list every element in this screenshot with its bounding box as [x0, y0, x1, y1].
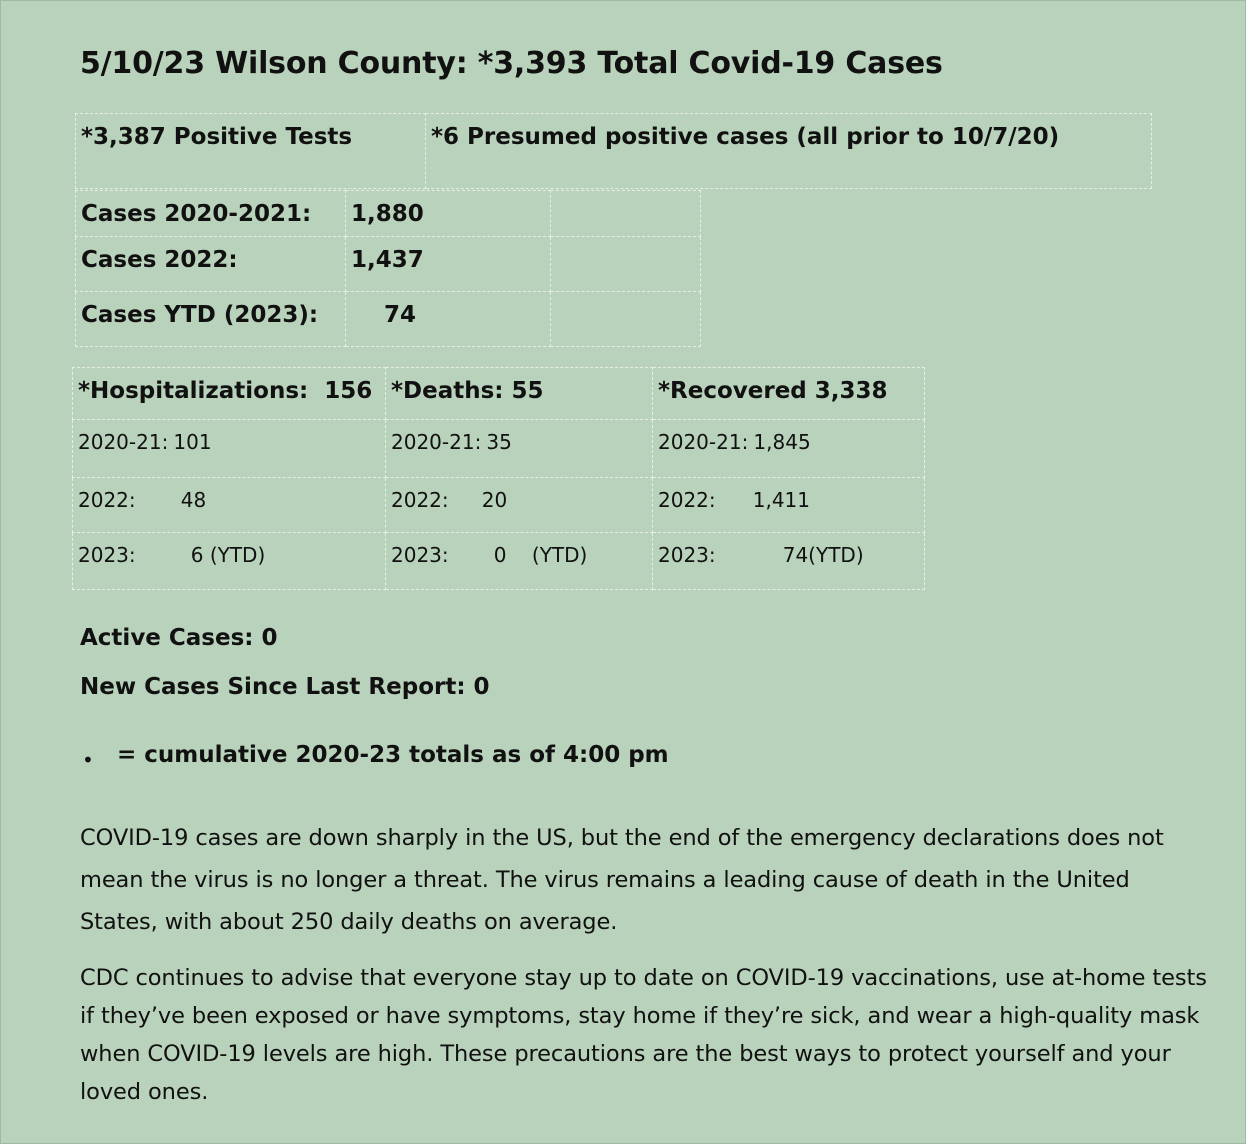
deaths-header: *Deaths: 55 [391, 378, 544, 404]
table-row [73, 420, 925, 478]
stats-table [72, 367, 925, 590]
table-header-row [73, 368, 925, 420]
year-label: 2020-21: [658, 430, 749, 454]
summary-table [75, 113, 1152, 189]
positive-tests-text: *3,387 Positive Tests [81, 124, 353, 150]
year-label: 2023: [658, 543, 716, 567]
empty-cell [551, 292, 701, 347]
bullet-note: = cumulative 2020-23 totals as of 4:00 pm [117, 742, 669, 768]
stat-value: 101 [173, 430, 212, 454]
year-label: 2022: [391, 488, 449, 512]
stat-value: 1,411 [752, 488, 810, 512]
active-cases: Active Cases: 0 [80, 625, 278, 651]
cases-value: 1,437 [351, 247, 424, 273]
table-row [76, 191, 701, 237]
table-row [76, 237, 701, 292]
stat-value: 20 [481, 488, 508, 512]
page-title: 5/10/23 Wilson County: *3,393 Total Covid-19 Cases [80, 46, 943, 81]
cases-value: 1,880 [351, 201, 424, 227]
stat-value: 0 (YTD) [493, 543, 588, 567]
presumed-text: *6 Presumed positive cases (all prior to 10/7/20) [431, 124, 1060, 150]
year-label: 2020-21: [78, 430, 169, 454]
year-label: 2022: [658, 488, 716, 512]
cases-label: Cases 2020-2021: [81, 201, 312, 227]
cases-label: Cases YTD (2023): [81, 302, 319, 328]
year-label: 2023: [78, 543, 136, 567]
year-label: 2022: [78, 488, 136, 512]
stat-value: 74(YTD) [782, 543, 864, 567]
new-cases: New Cases Since Last Report: 0 [80, 674, 490, 700]
presumed-cell [426, 114, 1152, 189]
paragraph-covid-status: COVID-19 cases are down sharply in the US, but the end of the emergency declarations does not mean the virus is no longer a threat. The virus remains a leading cause of death in the United States, with about 250 daily deaths on average. [80, 825, 1164, 935]
table-row [76, 292, 701, 347]
empty-cell [551, 237, 701, 292]
hospitalizations-header: *Hospitalizations: 156 [78, 378, 373, 404]
recovered-header: *Recovered 3,338 [658, 378, 888, 404]
stat-value: 35 [486, 430, 512, 454]
empty-cell [551, 191, 701, 237]
table-row [73, 478, 925, 533]
year-label: 2020-21: [391, 430, 482, 454]
stat-value: 48 [180, 488, 207, 512]
table-row [73, 533, 925, 590]
year-label: 2023: [391, 543, 449, 567]
stat-value: 6 (YTD) [190, 543, 266, 567]
bullet-dot-icon: • [82, 748, 94, 772]
cases-label: Cases 2022: [81, 247, 238, 273]
cases-value: 74 [384, 302, 417, 328]
positive-tests-cell [76, 114, 426, 189]
stat-value: 1,845 [753, 430, 811, 454]
paragraph-cdc-advice: CDC continues to advise that everyone stay up to date on COVID-19 vaccinations, use at-home tests if they’ve been exposed or have symptoms, stay home if they’re sick, and wear a high-quality mask when COVID-19 levels are high. These precautions are the best ways to protect yourself and your loved ones. [80, 965, 1207, 1105]
cases-table [75, 190, 701, 347]
